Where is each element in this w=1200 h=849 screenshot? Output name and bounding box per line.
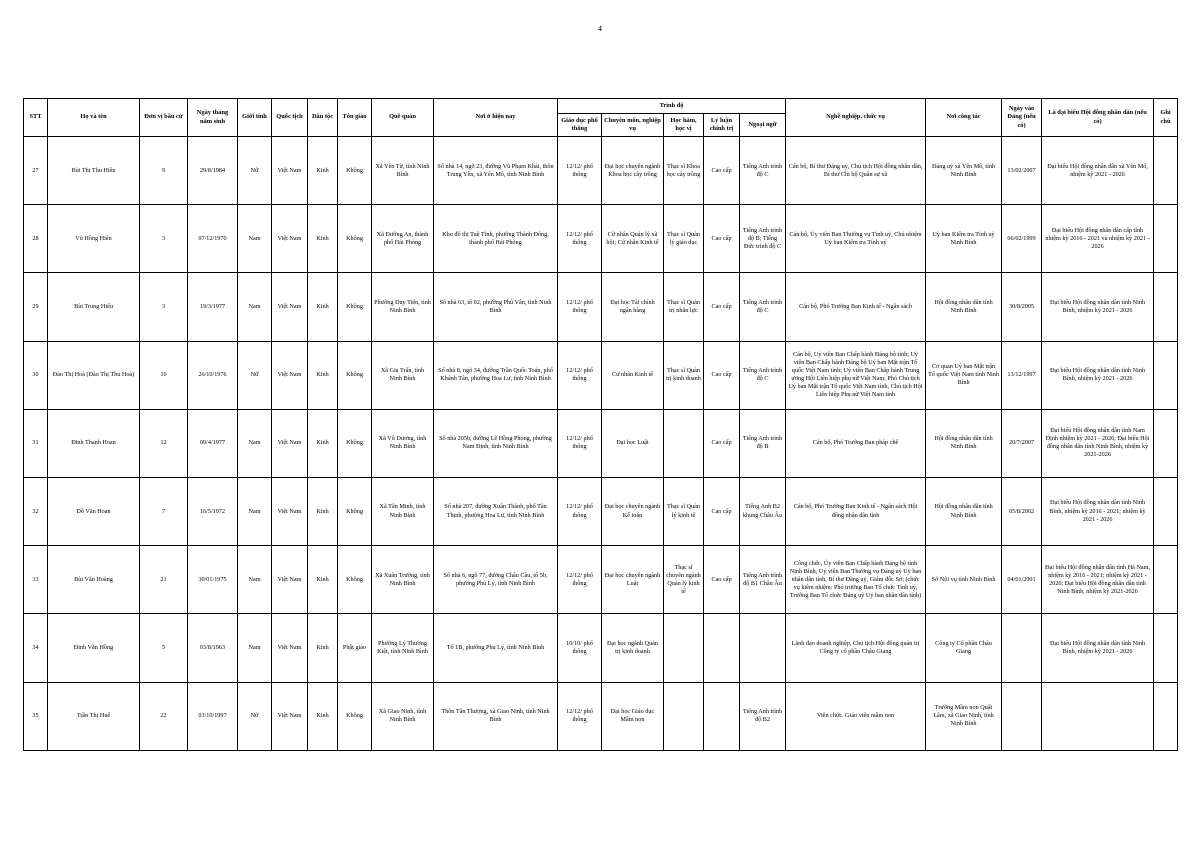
- cell-political: Cao cấp: [704, 477, 740, 545]
- cell-ethnicity: Kinh: [308, 341, 338, 409]
- cell-ethnicity: Kinh: [308, 682, 338, 750]
- cell-general-edu: 12/12/ phổ thông: [558, 205, 602, 273]
- cell-religion: Không: [338, 137, 372, 205]
- cell-professional: Đại học Giáo dục Mầm non: [602, 682, 664, 750]
- cell-language: Tiếng Anh trình độ C: [740, 273, 786, 341]
- cell-stt: 35: [24, 682, 48, 750]
- cell-ethnicity: Kinh: [308, 137, 338, 205]
- table-row: [24, 341, 1178, 409]
- cell-ethnicity: Kinh: [308, 614, 338, 682]
- cell-general-edu: 12/12/ phổ thông: [558, 137, 602, 205]
- cell-unit: 3: [140, 205, 188, 273]
- cell-nationality: Việt Nam: [272, 546, 308, 614]
- cell-political: Cao cấp: [704, 205, 740, 273]
- cell-residence: Thôn Tân Thượng, xã Giao Ninh, tỉnh Ninh Bình: [434, 682, 558, 750]
- header-nationality: Quốc tịch: [272, 99, 308, 137]
- cell-unit: 22: [140, 682, 188, 750]
- cell-gender: Nữ: [238, 137, 272, 205]
- cell-delegate: Đại biểu Hội đồng nhân dân tỉnh Ninh Bình, nhiệm kỳ 2016 - 2021; nhiệm kỳ 2021 - 2026: [1042, 477, 1154, 545]
- cell-degree: Thạc sĩ Quản trị kinh doanh: [664, 341, 704, 409]
- cell-stt: 28: [24, 205, 48, 273]
- cell-nationality: Việt Nam: [272, 273, 308, 341]
- cell-professional: Cử nhân Quản lý xã hội; Cử nhân Kinh tế: [602, 205, 664, 273]
- cell-delegate: Đại biểu Hội đồng nhân dân tỉnh Hà Nam, nhiệm kỳ 2016 - 2021; nhiệm kỳ 2021 - 2026; Đại biểu Hội đồng nhân dân tỉnh Ninh Bình, nhiệm kỳ 2021-2026: [1042, 546, 1154, 614]
- cell-general-edu: 12/12/ phổ thông: [558, 409, 602, 477]
- header-residence: Nơi ở hiện nay: [434, 99, 558, 137]
- cell-name: Bùi Văn Hoàng: [48, 546, 140, 614]
- cell-ethnicity: Kinh: [308, 409, 338, 477]
- cell-general-edu: 10/10/ phổ thông: [558, 614, 602, 682]
- header-degree: Học hàm, học vị: [664, 114, 704, 137]
- cell-dob: 09/4/1977: [188, 409, 238, 477]
- cell-degree: [664, 409, 704, 477]
- cell-note: [1154, 205, 1178, 273]
- cell-delegate: [1042, 682, 1154, 750]
- cell-gender: Nam: [238, 273, 272, 341]
- cell-general-edu: 12/12/ phổ thông: [558, 682, 602, 750]
- cell-gender: Nam: [238, 614, 272, 682]
- cell-workplace: Đảng uỷ xã Yên Mô, tỉnh Ninh Bình: [926, 137, 1002, 205]
- cell-occupation: Lãnh đạo doanh nghiệp, Chủ tịch Hội đồng quản trị Công ty cổ phần Châu Giang: [786, 614, 926, 682]
- cell-workplace: Hội đồng nhân dân tỉnh Ninh Bình: [926, 273, 1002, 341]
- table-row: [24, 546, 1178, 614]
- cell-note: [1154, 341, 1178, 409]
- header-workplace: Nơi công tác: [926, 99, 1002, 137]
- cell-unit: 21: [140, 546, 188, 614]
- cell-delegate: Đại biểu Hội đồng nhân dân cấp tỉnh nhiệm kỳ 2016 - 2021 và nhiệm kỳ 2021 - 2026: [1042, 205, 1154, 273]
- header-stt: STT: [24, 99, 48, 137]
- cell-delegate: Đại biểu Hội đồng nhân dân xã Yên Mô, nhiệm kỳ 2021 - 2026: [1042, 137, 1154, 205]
- cell-degree: [664, 614, 704, 682]
- cell-religion: Không: [338, 273, 372, 341]
- cell-general-edu: 12/12/ phổ thông: [558, 546, 602, 614]
- cell-workplace: Hội đồng nhân dân tỉnh Ninh Bình: [926, 409, 1002, 477]
- cell-party-date: 30/8/2005: [1002, 273, 1042, 341]
- cell-degree: Thạc sĩ Quản lý giáo dục: [664, 205, 704, 273]
- cell-professional: Đại học Luật: [602, 409, 664, 477]
- cell-occupation: Viên chức. Giáo viên mầm non: [786, 682, 926, 750]
- cell-name: Đào Thị Hoà (Đào Thị Thu Hoà): [48, 341, 140, 409]
- cell-residence: Số nhà 207, đường Xuân Thành, phố Tân Thịnh, phường Hoa Lư, tỉnh Ninh Bình: [434, 477, 558, 545]
- cell-nationality: Việt Nam: [272, 682, 308, 750]
- cell-stt: 34: [24, 614, 48, 682]
- header-gender: Giới tính: [238, 99, 272, 137]
- cell-nationality: Việt Nam: [272, 614, 308, 682]
- header-political: Lý luận chính trị: [704, 114, 740, 137]
- cell-name: Vũ Hồng Hiên: [48, 205, 140, 273]
- header-religion: Tôn giáo: [338, 99, 372, 137]
- cell-occupation: Cán bộ, Uỷ viên Ban Chấp hành Đảng bộ tỉnh; Uỷ viên Ban Chấp hành Đảng bộ Uỷ ban Mặt trận Tổ quốc Việt Nam tỉnh; Uỷ viên Ban Chấp hành Trung ương Hội Liên hiệp phụ nữ Việt Nam; Phó Chủ tịch Uỷ ban Mặt trận Tổ quốc Việt Nam tỉnh, Chủ tịch Hội Liên hiệp Phụ nữ Việt Nam tỉnh: [786, 341, 926, 409]
- cell-note: [1154, 477, 1178, 545]
- cell-occupation: Cán bộ, Phó Trưởng Ban Kinh tế - Ngân sách Hội đồng nhân dân tỉnh: [786, 477, 926, 545]
- header-language: Ngoại ngữ: [740, 114, 786, 137]
- cell-party-date: 20/7/2007: [1002, 409, 1042, 477]
- cell-dob: 07/12/1970: [188, 205, 238, 273]
- cell-religion: Không: [338, 546, 372, 614]
- table-body: [24, 137, 1178, 751]
- cell-religion: Không: [338, 341, 372, 409]
- cell-unit: 7: [140, 477, 188, 545]
- cell-workplace: Công ty Cổ phần Châu Giang: [926, 614, 1002, 682]
- cell-name: Đinh Văn Hồng: [48, 614, 140, 682]
- cell-general-edu: 12/12/ phổ thông: [558, 273, 602, 341]
- cell-ethnicity: Kinh: [308, 477, 338, 545]
- header-ethnicity: Dân tộc: [308, 99, 338, 137]
- cell-residence: Số nhà 6, ngõ 77, đường Châu Cầu, tổ 5b, phường Phủ Lý, tỉnh Ninh Bình: [434, 546, 558, 614]
- header-hometown: Quê quán: [372, 99, 434, 137]
- cell-occupation: Công chức, Ủy viên Ban Chấp hành Đảng bộ tỉnh Ninh Bình, Uỷ viên Ban Thường vụ Đảng uỷ Uỷ ban nhân dân tỉnh, Bí thư Đảng uỷ, Giám đốc Sở; (chức vụ kiêm nhiệm: Phó trưởng Ban Tổ chức Tỉnh uỷ, Trưởng Ban Tổ chức Đảng uỷ Uỷ ban nhân dân tỉnh): [786, 546, 926, 614]
- cell-unit: 9: [140, 137, 188, 205]
- cell-political: Cao cấp: [704, 546, 740, 614]
- cell-note: [1154, 273, 1178, 341]
- header-unit: Đơn vị bầu cử: [140, 99, 188, 137]
- cell-unit: 5: [140, 614, 188, 682]
- cell-unit: 10: [140, 341, 188, 409]
- cell-occupation: Cán bộ, Ủy viên Ban Thường vụ Tỉnh uỷ, Chủ nhiệm Uỷ ban Kiểm tra Tỉnh uỷ: [786, 205, 926, 273]
- cell-residence: Tổ 1B, phường Phủ Lý, tỉnh Ninh Bình: [434, 614, 558, 682]
- cell-gender: Nam: [238, 546, 272, 614]
- cell-workplace: Trường Mầm non Quất Lâm, xã Giao Ninh, tỉnh Ninh Bình: [926, 682, 1002, 750]
- cell-stt: 27: [24, 137, 48, 205]
- cell-dob: 19/3/1977: [188, 273, 238, 341]
- cell-religion: Không: [338, 477, 372, 545]
- header-party-date: Ngày vào Đảng (nếu có): [1002, 99, 1042, 137]
- cell-gender: Nữ: [238, 682, 272, 750]
- cell-dob: 03/8/1963: [188, 614, 238, 682]
- cell-religion: Không: [338, 205, 372, 273]
- cell-religion: Không: [338, 682, 372, 750]
- cell-party-date: [1002, 614, 1042, 682]
- cell-gender: Nam: [238, 409, 272, 477]
- cell-nationality: Việt Nam: [272, 409, 308, 477]
- cell-name: Bùi Thị Thu Hiền: [48, 137, 140, 205]
- cell-professional: Cử nhân Kinh tế: [602, 341, 664, 409]
- cell-language: Tiếng Anh trình độ B1 Châu Âu: [740, 546, 786, 614]
- cell-nationality: Việt Nam: [272, 137, 308, 205]
- cell-nationality: Việt Nam: [272, 205, 308, 273]
- cell-delegate: Đại biểu Hội đồng nhân dân tỉnh Ninh Bình, nhiệm kỳ 2021 - 2026: [1042, 341, 1154, 409]
- cell-unit: 12: [140, 409, 188, 477]
- cell-residence: Số nhà 205b, đường Lê Hồng Phong, phường Nam Định, tỉnh Ninh Bình: [434, 409, 558, 477]
- cell-dob: 30/01/1975: [188, 546, 238, 614]
- cell-nationality: Việt Nam: [272, 477, 308, 545]
- cell-political: Cao cấp: [704, 137, 740, 205]
- cell-stt: 31: [24, 409, 48, 477]
- cell-residence: Khu đô thị Tuệ Tĩnh, phường Thành Đông, thành phố Hải Phòng: [434, 205, 558, 273]
- cell-degree: [664, 682, 704, 750]
- cell-hometown: Xã Xuân Trường, tỉnh Ninh Bình: [372, 546, 434, 614]
- table-row: [24, 682, 1178, 750]
- cell-note: [1154, 682, 1178, 750]
- cell-name: Đỗ Văn Hoan: [48, 477, 140, 545]
- header-professional: Chuyên môn, nghiệp vụ: [602, 114, 664, 137]
- cell-hometown: Phường Duy Tiên, tỉnh Ninh Bình: [372, 273, 434, 341]
- cell-language: [740, 614, 786, 682]
- header-note: Ghi chú: [1154, 99, 1178, 137]
- cell-professional: Đại học Tài chính ngân hàng: [602, 273, 664, 341]
- cell-hometown: Xã Đường An, thành phố Hải Phòng: [372, 205, 434, 273]
- cell-stt: 33: [24, 546, 48, 614]
- cell-ethnicity: Kinh: [308, 273, 338, 341]
- cell-note: [1154, 614, 1178, 682]
- cell-workplace: Sở Nội vụ tỉnh Ninh Bình: [926, 546, 1002, 614]
- cell-residence: Số nhà 63, tổ 02, phường Phù Vân, tỉnh Ninh Bình: [434, 273, 558, 341]
- cell-degree: Thạc sĩ Quản lý kinh tế: [664, 477, 704, 545]
- cell-professional: Đại học chuyên ngành Kế toán: [602, 477, 664, 545]
- cell-note: [1154, 409, 1178, 477]
- cell-residence: Số nhà 14, ngõ 23, đường Vũ Phạm Khải, thôn Trung Yên, xã Yên Mô, tỉnh Ninh Bình: [434, 137, 558, 205]
- cell-party-date: [1002, 682, 1042, 750]
- cell-workplace: Uỷ ban Kiểm tra Tỉnh uỷ Ninh Bình: [926, 205, 1002, 273]
- cell-party-date: 13/12/1997: [1002, 341, 1042, 409]
- cell-workplace: Hội đồng nhân dân tỉnh Ninh Bình: [926, 477, 1002, 545]
- cell-delegate: Đại biểu Hội đồng nhân dân tỉnh Ninh Bình, nhiệm kỳ 2021 - 2026: [1042, 614, 1154, 682]
- cell-gender: Nam: [238, 477, 272, 545]
- header-education: Trình độ: [558, 99, 786, 114]
- cell-delegate: Đại biểu Hội đồng nhân dân tỉnh Ninh Bình, nhiệm kỳ 2021 - 2026: [1042, 273, 1154, 341]
- cell-name: Bùi Trung Hiếu: [48, 273, 140, 341]
- cell-dob: 16/5/1972: [188, 477, 238, 545]
- cell-religion: Không: [338, 409, 372, 477]
- cell-religion: Phật giáo: [338, 614, 372, 682]
- cell-hometown: Xã Tân Minh, tỉnh Ninh Bình: [372, 477, 434, 545]
- header-delegate: Là đại biểu Hội đồng nhân dân (nếu có): [1042, 99, 1154, 137]
- cell-language: Tiếng Anh trình độ B; Tiếng Đức trình độ C: [740, 205, 786, 273]
- cell-hometown: Phường Lý Thường Kiệt, tỉnh Ninh Bình: [372, 614, 434, 682]
- cell-language: Tiếng Anh trình độ B2: [740, 682, 786, 750]
- header-dob: Ngày tháng năm sinh: [188, 99, 238, 137]
- cell-political: [704, 682, 740, 750]
- cell-ethnicity: Kinh: [308, 546, 338, 614]
- cell-party-date: 05/8/2002: [1002, 477, 1042, 545]
- cell-political: Cao cấp: [704, 273, 740, 341]
- cell-general-edu: 12/12/ phổ thông: [558, 477, 602, 545]
- cell-party-date: 13/02/2007: [1002, 137, 1042, 205]
- cell-hometown: Xã Gia Trấn, tỉnh Ninh Bình: [372, 341, 434, 409]
- page-number: 4: [598, 24, 602, 33]
- table-row: [24, 273, 1178, 341]
- cell-delegate: Đại biểu Hội đồng nhân dân tỉnh Nam Định nhiệm kỳ 2021 - 2026; Đại biểu Hội đồng nhân dân tỉnh Ninh Bình, nhiệm kỳ 2021-2026: [1042, 409, 1154, 477]
- cell-occupation: Cán bộ, Phó Trưởng Ban pháp chế: [786, 409, 926, 477]
- cell-degree: Thạc sĩ Quản trị nhân lực: [664, 273, 704, 341]
- cell-hometown: Xã Vũ Dương, tỉnh Ninh Bình: [372, 409, 434, 477]
- table-row: [24, 614, 1178, 682]
- cell-nationality: Việt Nam: [272, 341, 308, 409]
- cell-unit: 3: [140, 273, 188, 341]
- cell-party-date: 04/01/2001: [1002, 546, 1042, 614]
- cell-residence: Số nhà 8, ngõ 34, đường Trần Quốc Toản, phố Khánh Tân, phường Hoa Lư, tỉnh Ninh Bình: [434, 341, 558, 409]
- cell-occupation: Cán bộ, Phó Trưởng Ban Kinh tế - Ngân sách: [786, 273, 926, 341]
- cell-language: Tiếng Anh B2 khung Châu Âu: [740, 477, 786, 545]
- cell-dob: 29/8/1984: [188, 137, 238, 205]
- cell-occupation: Cán bộ, Bí thư Đảng uỷ, Chủ tịch Hội đồng nhân dân, Bí thư Chi bộ Quân sự xã: [786, 137, 926, 205]
- cell-general-edu: 12/12/ phổ thông: [558, 341, 602, 409]
- cell-ethnicity: Kinh: [308, 205, 338, 273]
- cell-professional: Đại học chuyên ngành Khoa học cây trồng: [602, 137, 664, 205]
- cell-dob: 26/10/1976: [188, 341, 238, 409]
- table-row: [24, 137, 1178, 205]
- cell-language: Tiếng Anh trình độ C: [740, 137, 786, 205]
- cell-professional: Đại học ngành Quản trị kinh doanh: [602, 614, 664, 682]
- cell-name: Đinh Thanh Hoan: [48, 409, 140, 477]
- cell-professional: Đại học chuyên ngành Luật: [602, 546, 664, 614]
- header-occupation: Nghề nghiệp, chức vụ: [786, 99, 926, 137]
- cell-hometown: Xã Giao Ninh, tỉnh Ninh Bình: [372, 682, 434, 750]
- cell-note: [1154, 137, 1178, 205]
- cell-gender: Nữ: [238, 341, 272, 409]
- cell-workplace: Cơ quan Uỷ ban Mặt trận Tổ quốc Việt Nam tỉnh Ninh Bình: [926, 341, 1002, 409]
- cell-dob: 03/10/1997: [188, 682, 238, 750]
- header-general-edu: Giáo dục phổ thông: [558, 114, 602, 137]
- cell-language: Tiếng Anh trình độ C: [740, 341, 786, 409]
- cell-degree: Thạc sĩ chuyên ngành Quản lý kinh tế: [664, 546, 704, 614]
- cell-degree: Thạc sĩ Khoa học cây trồng: [664, 137, 704, 205]
- cell-name: Trần Thị Huế: [48, 682, 140, 750]
- header-name: Họ và tên: [48, 99, 140, 137]
- cell-party-date: 06/02/1999: [1002, 205, 1042, 273]
- cell-stt: 32: [24, 477, 48, 545]
- table-row: [24, 205, 1178, 273]
- cell-stt: 29: [24, 273, 48, 341]
- cell-political: Cao cấp: [704, 409, 740, 477]
- cell-gender: Nam: [238, 205, 272, 273]
- cell-stt: 30: [24, 341, 48, 409]
- cell-hometown: Xã Yên Từ, tỉnh Ninh Bình: [372, 137, 434, 205]
- cell-political: Cao cấp: [704, 341, 740, 409]
- cell-political: [704, 614, 740, 682]
- cell-note: [1154, 546, 1178, 614]
- cell-language: Tiếng Anh trình độ B: [740, 409, 786, 477]
- candidate-table: [23, 98, 1178, 751]
- table-row: [24, 477, 1178, 545]
- table-row: [24, 409, 1178, 477]
